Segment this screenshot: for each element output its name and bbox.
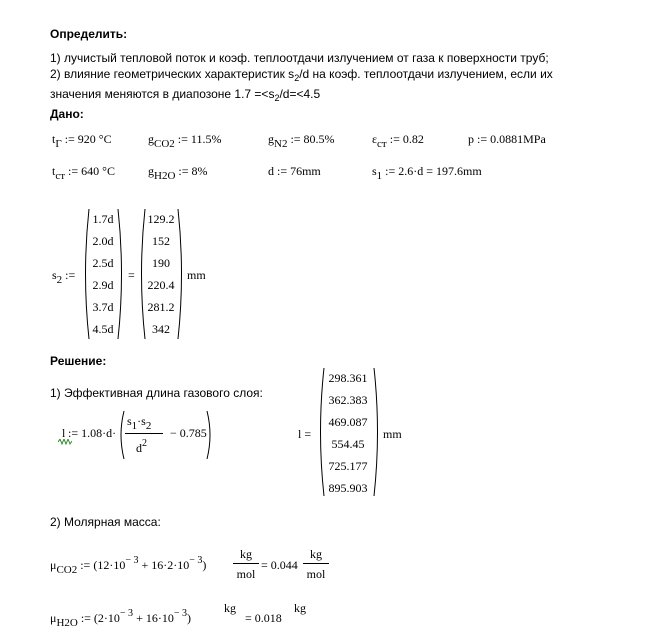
def-g-h2o: gH2O := 8% [148,164,208,182]
l-def-minus: − 0.785 [170,426,207,440]
s2-expr-cell: 1.7d [92,212,114,226]
def-pressure: p := 0.0881MPa [468,132,546,146]
l-result-lhs: l = [298,427,312,441]
mu-co2-result-unit-den: mol [306,567,326,581]
l-def-numerator: s1·s2 [127,414,152,432]
l-result-cell: 554.45 [331,437,365,451]
mu-co2-def: μCO2 := $(12\cdot 10^{- 3} + 16\cdot 2\cdot 10^{- 3})$ [50,555,207,576]
s2-expr-cell: 4.5d [92,322,114,336]
s2-expr-cell: 2.5d [92,256,114,270]
def-g-n2: gN2 := 80.5% [268,132,335,150]
l-result-unit: mm [383,427,402,441]
l-result-cell: 362.383 [328,393,368,407]
def-t-wall: tст := 640 °C [52,164,115,182]
def-eps-wall: εст := 0.82 [372,132,424,150]
l-result-cell: 895.903 [328,481,368,495]
l-def-left-paren [117,410,126,460]
given-heading: Дано: [50,107,84,121]
l-result-cell: 298.361 [328,371,368,385]
l-def-assign: := 1.08·d· [68,426,117,440]
task-heading: Определить: [50,27,128,41]
s2-value-cell: 342 [152,322,170,336]
s2-value-column [143,208,179,340]
mu-h2o-unit-num: kg [224,601,236,615]
s2-expr-cell: 2.9d [92,278,114,292]
step-2-title: 2) Молярная масса: [50,515,161,529]
def-s1: s1 := 2.6·d = 197.6mm [372,164,482,182]
s2-unit: mm [187,268,206,282]
mu-co2-result-unit-num: kg [310,547,322,561]
mu-h2o-result: = 0.018 [245,611,282,625]
s2-expr-cell: 3.7d [92,300,114,314]
s2-equals: = [128,268,135,282]
mu-co2-unit-den: mol [236,567,256,581]
s2-expr-right-paren [116,208,126,340]
mu-co2-unit-bar [233,563,259,564]
s2-value-cell: 220.4 [147,278,175,292]
l-def-right-paren [205,410,214,460]
s2-expr-cell: 2.0d [92,234,114,248]
s2-lhs: s2 := [52,268,76,286]
l-result-cell: 469.087 [328,415,368,429]
l-result-column [322,367,374,499]
def-diameter: d := 76mm [268,164,321,178]
s2-value-cell: 281.2 [147,300,175,314]
mu-co2-result: = 0.044 [261,558,298,572]
mu-h2o-result-unit-num: kg [294,601,306,615]
def-g-co2: gCO2 := 11.5% [148,132,222,150]
solution-heading: Решение: [50,354,107,368]
s2-value-cell: 129.2 [147,212,175,226]
s2-value-cell: 190 [152,256,170,270]
s2-expr-column [88,208,118,340]
task-line-2: 2) влияние геометрических характеристик $s_2/d$ на коэф. теплоотдачи излучением, если их [50,67,553,83]
l-def-lhs: l [62,426,66,440]
s2-value-cell: 152 [152,234,170,248]
task-line-1: 1) лучистый тепловой поток и коэф. теплоотдачи излучением от газа к поверхности труб; [50,51,549,65]
l-def-denominator: $d^2$ [136,438,147,455]
l-result-cell: 725.177 [328,459,368,473]
s2-value-right-paren [176,208,186,340]
l-def-fraction-bar [125,433,163,434]
step-1-title: 1) Эффективная длина газового слоя: [50,386,263,400]
task-line-3: значения меняются в диапозоне $1.7 =<s_2/d=<4.5$ [50,87,321,103]
mu-h2o-def: μH2O := $(2\cdot 10^{- 3} + 16\cdot 10^{- 3})$ [50,608,191,629]
mu-co2-unit-num: kg [240,547,252,561]
def-t-gas: tГ := 920 °C [52,132,112,150]
l-result-right-paren [372,367,382,497]
mu-co2-result-unit-bar [303,563,329,564]
